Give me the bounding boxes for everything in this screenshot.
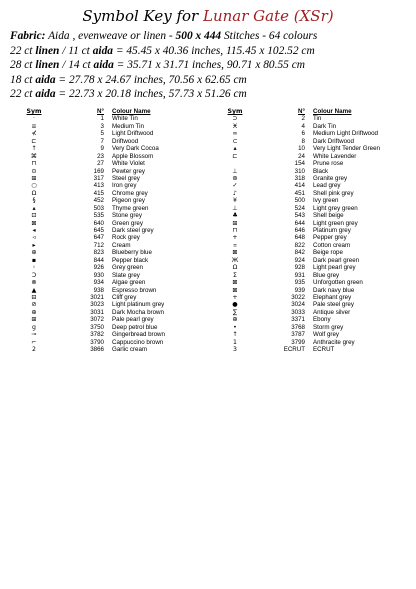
table-row (8, 197, 208, 204)
colour-name-cell: Stone grey (112, 212, 142, 220)
colour-name-cell: Pepper black (112, 256, 149, 264)
table-row (209, 227, 409, 234)
colour-name-cell: Gingerbread brown (112, 331, 165, 339)
colour-name-cell: Very Dark Cocoa (112, 145, 159, 153)
table-row (8, 346, 208, 353)
colour-name-cell: Pale pearl grey (112, 316, 154, 324)
fabric-text: / 14 ct (59, 59, 94, 71)
number-cell: 640 (93, 219, 104, 227)
colour-name-cell: Light grey green (313, 204, 358, 212)
number-cell: 9 (100, 145, 104, 153)
fabric-text: 22 ct (10, 88, 36, 100)
table-row (209, 287, 409, 294)
fabric-line (10, 73, 410, 88)
colour-name-cell: Unforgotten green (313, 279, 363, 287)
colour-name-cell: Thyme green (112, 204, 149, 212)
symbol-cell: ⠶ (232, 241, 238, 249)
symbol-cell: ⊏ (232, 152, 238, 160)
colour-name-cell: Dark Mocha brown (112, 308, 164, 316)
table-row (8, 190, 208, 197)
colour-name-cell: Light pearl grey (313, 264, 356, 272)
colour-name-cell: Pewter grey (112, 167, 146, 175)
symbol-cell: ✓ (232, 182, 238, 190)
number-cell: 27 (97, 160, 104, 168)
symbol-cell: + (232, 293, 238, 301)
fabric-text: Aida , evenweave or linen - (45, 30, 176, 42)
symbol-cell: ♣ (232, 212, 238, 220)
colour-name-cell: Elephant grey (313, 293, 352, 301)
colour-name-cell: White Violet (112, 160, 145, 168)
symbol-cell: ▴ (233, 145, 237, 153)
number-cell: 842 (294, 249, 305, 257)
number-cell: 3021 (90, 293, 104, 301)
number-cell: 3024 (291, 301, 305, 309)
colour-name-cell: Anthracite grey (313, 338, 355, 346)
number-cell: 939 (294, 286, 305, 294)
table-row (209, 324, 409, 331)
number-cell: 317 (93, 174, 104, 182)
symbol-cell: ↑ (232, 331, 238, 339)
colour-name-cell: Dark Tin (313, 122, 337, 130)
number-cell: 524 (294, 204, 305, 212)
symbol-cell: ⊥ (232, 167, 238, 175)
fabric-line (10, 87, 410, 102)
symbol-cell: ⊃ (232, 115, 238, 123)
fabric-text: = 27.78 x 24.67 inches, 70.56 x 62.65 cm (55, 73, 247, 86)
table-row (209, 190, 409, 197)
colour-name-cell: Garlic cream (112, 346, 148, 353)
colour-name-cell: Ivy green (313, 197, 339, 205)
symbol-cell: ◦ (32, 264, 36, 272)
symbol-cell: ⌐ (31, 338, 37, 346)
table-row (8, 212, 208, 219)
colour-name-cell: Granite grey (313, 174, 348, 182)
colour-name-cell: Blueberry blue (112, 249, 152, 257)
colour-name-cell: Shell beige (313, 212, 344, 220)
table-row (8, 301, 208, 308)
symbol-cell: ▲ (31, 286, 37, 294)
symbol-cell: § (32, 197, 36, 205)
table-row (209, 294, 409, 301)
number-cell: 503 (93, 204, 104, 212)
number-cell: 926 (93, 264, 104, 272)
number-cell: 3072 (90, 316, 104, 324)
symbol-cell: • (233, 323, 237, 331)
symbol-cell: ⊠ (232, 286, 238, 294)
colour-name-cell: Wolf grey (313, 331, 340, 339)
table-row (8, 324, 208, 331)
symbol-cell: ● (232, 301, 238, 309)
symbol-cell: ∞ (232, 130, 238, 138)
colour-name-cell: Steel grey (112, 174, 140, 182)
colour-name-cell: Pale steel grey (313, 301, 354, 309)
fabric-text: = 35.71 x 31.71 inches, 90.71 x 80.55 cm (113, 59, 305, 71)
symbol-cell: ⊓ (31, 160, 37, 168)
symbol-cell: ∑ (232, 308, 238, 316)
colour-name-cell: Slate grey (112, 271, 140, 279)
title-prefix: Symbol Key for (82, 7, 199, 25)
table-row (8, 123, 208, 130)
fabric-text: aida (93, 59, 114, 71)
fabric-text: = 22.73 x 20.18 inches, 57.73 x 51.26 cm (55, 88, 247, 100)
table-row (8, 220, 208, 227)
number-cell: 543 (294, 212, 305, 220)
table-row (209, 346, 409, 353)
symbol-table-right (209, 108, 409, 353)
number-cell: 23 (97, 152, 104, 160)
symbol-cell: ⊂ (232, 137, 238, 145)
fabric-line (10, 44, 410, 59)
table-row (209, 153, 409, 160)
colour-name-cell: Cliff grey (112, 293, 137, 301)
symbol-cell: 1 (233, 338, 237, 346)
table-row (209, 331, 409, 338)
table-row (8, 316, 208, 323)
colour-name-cell: Pepper grey (313, 234, 347, 242)
table-row (8, 175, 208, 182)
header-colour-name: Colour Name (112, 108, 151, 115)
colour-name-cell: Chrome grey (112, 189, 148, 197)
table-header (8, 108, 208, 115)
table-row (209, 234, 409, 241)
symbol-cell: ⊠ (232, 249, 238, 257)
table-row (8, 249, 208, 256)
colour-name-cell: Tin (313, 115, 322, 123)
symbol-cell: Ω (232, 264, 238, 272)
colour-name-cell: Medium Light Driftwood (313, 130, 378, 138)
colour-name-cell: Green grey (112, 219, 143, 227)
number-cell: 3033 (291, 308, 305, 316)
colour-name-cell: Pigeon grey (112, 197, 146, 205)
number-cell: 415 (93, 189, 104, 197)
symbol-cell: 3 (233, 346, 237, 353)
symbol-cell: ⊗ (31, 279, 37, 287)
table-row (8, 279, 208, 286)
colour-name-cell: Iron grey (112, 182, 137, 190)
table-row (8, 257, 208, 264)
fabric-text: 18 ct (10, 73, 36, 86)
number-cell: 3371 (291, 316, 305, 324)
table-row (8, 309, 208, 316)
table-row (8, 138, 208, 145)
header-number: N° (298, 108, 305, 115)
colour-name-cell: Rock grey (112, 234, 140, 242)
fabric-text: aida (35, 73, 56, 86)
colour-name-cell: Shell pink grey (313, 189, 354, 197)
symbol-cell: ⊕ (31, 249, 37, 257)
number-cell: 2 (301, 115, 305, 123)
symbol-cell: ▸ (32, 241, 36, 249)
number-cell: 3866 (90, 346, 104, 353)
number-cell: 10 (298, 145, 305, 153)
colour-name-cell: Deep petrol blue (112, 323, 158, 331)
page-title (0, 6, 416, 26)
symbol-cell: ⊀ (31, 130, 37, 138)
symbol-cell: ⊸ (31, 331, 37, 339)
header-number: N° (97, 108, 104, 115)
title-design-name: Lunar Gate (XSr) (203, 7, 334, 25)
number-cell: 3787 (291, 331, 305, 339)
table-row (8, 227, 208, 234)
table-row (8, 294, 208, 301)
number-cell: 414 (294, 182, 305, 190)
symbol-cell: ⊞ (31, 174, 37, 182)
number-cell: 645 (93, 227, 104, 234)
colour-name-cell: Dark navy blue (313, 286, 355, 294)
colour-name-cell: Lead grey (313, 182, 341, 190)
table-row (209, 339, 409, 346)
symbol-cell: ≡ (31, 122, 37, 130)
table-row (209, 205, 409, 212)
fabric-text: linen (35, 44, 60, 57)
table-row (209, 249, 409, 256)
number-cell: 310 (294, 167, 305, 175)
number-cell: 24 (298, 152, 305, 160)
colour-name-cell: Dark pearl green (313, 256, 360, 264)
header-sym: Sym (227, 108, 243, 115)
symbol-cell: · (33, 115, 35, 123)
symbol-cell: ○ (31, 182, 37, 190)
symbol-cell: ◂ (32, 227, 36, 234)
colour-name-cell: Light platinum grey (112, 301, 165, 309)
table-row (8, 130, 208, 137)
symbol-cell: ⊘ (31, 301, 37, 309)
table-row (8, 205, 208, 212)
fabric-text: 22 ct (10, 44, 36, 57)
number-cell: 935 (294, 279, 305, 287)
fabric-text: Stitches - 64 colours (221, 30, 318, 42)
colour-name-cell: Algae green (112, 279, 146, 287)
symbol-cell: Ӿ (232, 122, 238, 130)
table-row (209, 123, 409, 130)
table-row (8, 331, 208, 338)
symbol-cell (209, 160, 261, 167)
symbol-cell: ⊠ (31, 219, 37, 227)
fabric-text: linen (35, 59, 60, 71)
symbol-cell: ▴ (32, 204, 36, 212)
symbol-cell: ♪ (233, 189, 237, 197)
symbol-cell: ⊟ (31, 293, 37, 301)
symbol-cell: ↑ (31, 145, 37, 153)
number-cell: 844 (93, 256, 104, 264)
symbol-table-left (8, 108, 208, 353)
colour-name-cell: Very Light Tender Green (313, 145, 380, 153)
table-row (209, 130, 409, 137)
number-cell: 822 (294, 241, 305, 249)
colour-name-cell: ECRUT (313, 346, 335, 353)
fabric-line (10, 29, 410, 44)
colour-name-cell: Dark steel grey (112, 227, 154, 234)
table-row (8, 242, 208, 249)
symbol-cell: ⊕ (232, 316, 238, 324)
symbol-cell: ⊠ (232, 279, 238, 287)
colour-name-cell: White Lavender (313, 152, 357, 160)
symbol-cell: Σ (233, 271, 237, 279)
table-row (209, 175, 409, 182)
fabric-text: / 11 ct (59, 44, 93, 57)
colour-name-cell: Driftwood (112, 137, 139, 145)
table-row (8, 160, 208, 167)
symbol-cell: ⊥ (232, 204, 238, 212)
fabric-line (10, 58, 410, 73)
header-sym: Sym (26, 108, 42, 115)
table-row (209, 316, 409, 323)
table-row (209, 145, 409, 152)
table-row (209, 309, 409, 316)
number-cell: 924 (294, 256, 305, 264)
fabric-text: aida (35, 88, 56, 100)
symbol-cell: ⊞ (31, 316, 37, 324)
colour-name-cell: Ebony (313, 316, 331, 324)
number-cell: 928 (294, 264, 305, 272)
header-colour-name: Colour Name (313, 108, 352, 115)
table-header (209, 108, 409, 115)
colour-name-cell: Cappuccino brown (112, 338, 164, 346)
symbol-cell: ⊞ (232, 219, 238, 227)
table-row (8, 153, 208, 160)
fabric-text: 500 x 444 (175, 30, 222, 42)
number-cell: 169 (93, 167, 104, 175)
colour-name-cell: Prune rose (313, 160, 344, 168)
table-row (8, 272, 208, 279)
colour-name-cell: Espresso brown (112, 286, 157, 294)
fabric-text: aida (92, 44, 113, 57)
number-cell: 712 (93, 241, 104, 249)
colour-name-cell: Antique silver (313, 308, 351, 316)
number-cell: 500 (294, 197, 305, 205)
table-row (209, 220, 409, 227)
symbol-cell: g (32, 323, 36, 331)
fabric-text: = 45.45 x 40.36 inches, 115.45 x 102.52 cm (112, 44, 315, 57)
table-row (209, 212, 409, 219)
number-cell: 930 (93, 271, 104, 279)
colour-name-cell: Medium Tin (112, 122, 144, 130)
number-cell: 3750 (90, 323, 104, 331)
number-cell: 3 (100, 122, 104, 130)
number-cell: 451 (294, 189, 305, 197)
colour-name-cell: Cream (112, 241, 131, 249)
number-cell: 452 (93, 197, 104, 205)
table-row (209, 279, 409, 286)
fabric-info (10, 29, 410, 102)
symbol-cell: ▪ (31, 256, 37, 264)
symbol-cell: ⊓ (232, 227, 238, 234)
colour-name-cell: Apple Blossom (112, 152, 154, 160)
table-row (209, 182, 409, 189)
number-cell: 3799 (291, 338, 305, 346)
symbol-cell: ⊙ (31, 167, 37, 175)
colour-name-cell: Light Driftwood (112, 130, 154, 138)
symbol-cell: Ω (31, 189, 37, 197)
number-cell: 646 (294, 227, 305, 234)
colour-name-cell: Grey green (112, 264, 143, 272)
symbol-cell: ¥ (233, 197, 237, 205)
colour-name-cell: Storm grey (313, 323, 344, 331)
number-cell: 413 (93, 182, 104, 190)
table-row (8, 182, 208, 189)
colour-name-cell: White Tin (112, 115, 138, 123)
table-row (209, 160, 409, 167)
table-row (209, 272, 409, 279)
colour-name-cell: Light green grey (313, 219, 358, 227)
number-cell: 7 (100, 137, 104, 145)
table-row (8, 168, 208, 175)
number-cell: 644 (294, 219, 305, 227)
number-cell: 5 (100, 130, 104, 138)
colour-name-cell: Dark Driftwood (313, 137, 354, 145)
number-cell: ECRUT (283, 346, 305, 353)
number-cell: 3023 (90, 301, 104, 309)
symbol-cell: Ↄ (31, 271, 37, 279)
table-row (8, 145, 208, 152)
symbol-cell: ⊏ (31, 137, 37, 145)
symbol-cell: ◃ (32, 234, 36, 242)
table-row (209, 301, 409, 308)
number-cell: 3022 (291, 293, 305, 301)
colour-name-cell: Black (313, 167, 329, 175)
number-cell: 647 (93, 234, 104, 242)
table-row (209, 138, 409, 145)
table-row (8, 287, 208, 294)
table-row (8, 339, 208, 346)
number-cell: 1 (100, 115, 104, 123)
table-row (8, 115, 208, 122)
colour-name-cell: Cotton cream (313, 241, 351, 249)
number-cell: 3031 (90, 308, 104, 316)
number-cell: 3782 (90, 331, 104, 339)
table-row (8, 264, 208, 271)
colour-name-cell: Beige rope (313, 249, 343, 257)
number-cell: 648 (294, 234, 305, 242)
table-row (209, 115, 409, 122)
symbol-cell: ⊛ (232, 174, 238, 182)
colour-name-cell: Blue grey (313, 271, 340, 279)
symbol-cell: ⊕ (31, 308, 37, 316)
symbol-cell: + (232, 234, 238, 242)
table-row (8, 234, 208, 241)
table-row (209, 242, 409, 249)
number-cell: 154 (294, 160, 305, 168)
symbol-cell: ⊡ (31, 212, 37, 220)
table-row (209, 197, 409, 204)
table-row (209, 257, 409, 264)
number-cell: 931 (294, 271, 305, 279)
table-row (209, 168, 409, 175)
number-cell: 535 (93, 212, 104, 220)
symbol-cell: 2 (32, 346, 36, 353)
number-cell: 3790 (90, 338, 104, 346)
number-cell: 938 (93, 286, 104, 294)
number-cell: 6 (301, 130, 305, 138)
number-cell: 3768 (291, 323, 305, 331)
symbol-cell: ⌘ (30, 152, 38, 160)
symbol-cell: Ж (231, 256, 239, 264)
number-cell: 4 (301, 122, 305, 130)
number-cell: 934 (93, 279, 104, 287)
number-cell: 8 (301, 137, 305, 145)
colour-name-cell: Platinum grey (313, 227, 351, 234)
table-row (209, 264, 409, 271)
fabric-text: 28 ct (10, 59, 36, 71)
fabric-text: Fabric: (10, 30, 46, 42)
number-cell: 318 (294, 174, 305, 182)
number-cell: 823 (93, 249, 104, 257)
